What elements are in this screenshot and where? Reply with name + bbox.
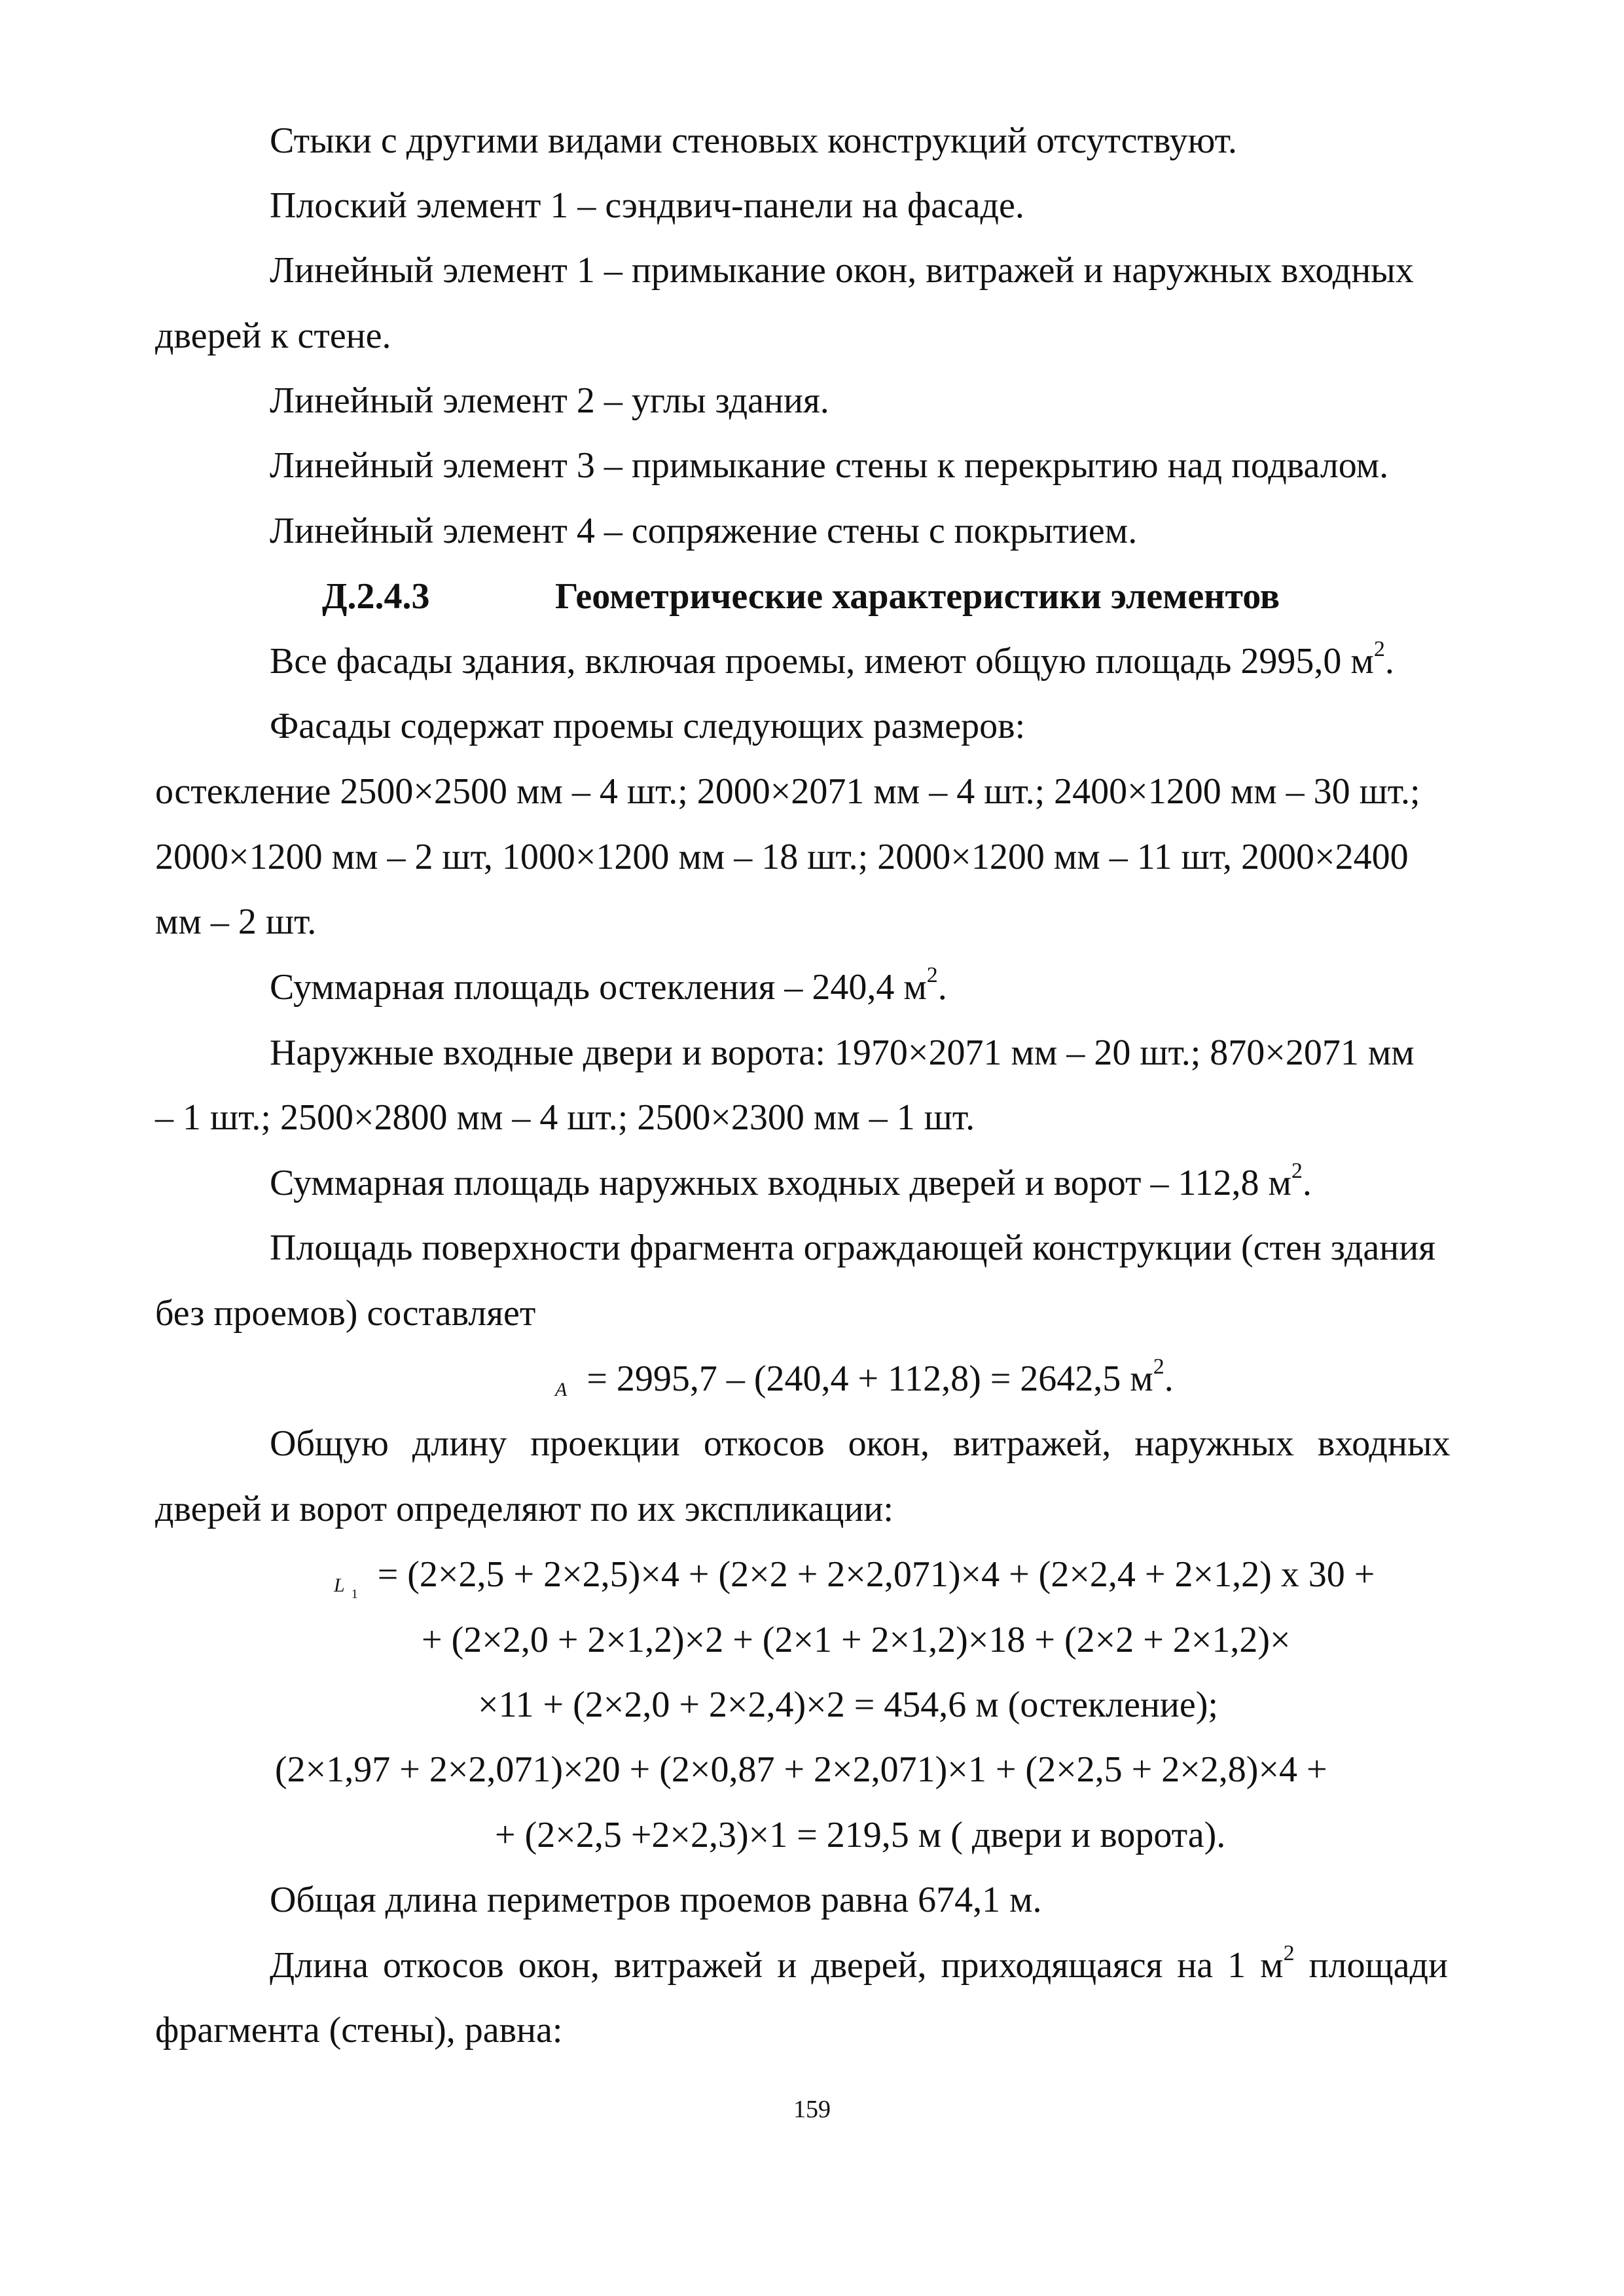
text-end: .: [1384, 641, 1394, 682]
superscript: 2: [1291, 1159, 1303, 1184]
paragraph-density-line-2: фрагмента (стены), равна:: [155, 2010, 563, 2050]
text-end: .: [937, 967, 947, 1008]
text: Суммарная площадь наружных входных дверей и ворот – 112,8 м: [270, 1163, 1291, 1203]
paragraph-linear-element-1-cont: дверей к стене.: [155, 316, 391, 356]
paragraph-facade-area: [270, 637, 1394, 682]
paragraph-linear-element-3: Линейный элемент 3 – примыкание стены к перекрытию над подвалом.: [270, 445, 1389, 486]
formula-length-line-3: ×11 + (2×2,0 + 2×2,4)×2 = 454,6 м (остекление);: [478, 1685, 1218, 1725]
paragraph-linear-element-2: Линейный элемент 2 – углы здания.: [270, 380, 829, 421]
superscript: 2: [1283, 1941, 1295, 1966]
formula-length-line-1: [334, 1554, 1375, 1603]
page-number: 159: [793, 2096, 831, 2123]
paragraph-slopes-line-1: Общую длину проекции откосов окон, витражей, наружных входных: [270, 1423, 1451, 1464]
paragraph-doors-total: [270, 1159, 1312, 1204]
paragraph-flat-element-1: Плоский элемент 1 – сэндвич-панели на фасаде.: [270, 185, 1024, 226]
superscript: 2: [926, 963, 938, 988]
symbol-letter: L: [334, 1575, 345, 1596]
paragraph-linear-element-1: [270, 249, 1487, 291]
section-number: Д.2.4.3: [322, 576, 430, 617]
glazing-line-3: мм – 2 шт.: [155, 902, 317, 942]
symbol-subscript: 1: [351, 1587, 358, 1601]
text-end: площади: [1294, 1945, 1448, 1986]
paragraph-surface-line-1: Площадь поверхности фрагмента ограждающей конструкции (стен здания: [270, 1228, 1435, 1268]
paragraph-density-line-1: [270, 1941, 1448, 1986]
text: Суммарная площадь остекления – 240,4 м: [270, 967, 927, 1008]
text: Длина откосов окон, витражей и дверей, приходящаяся на 1 м: [270, 1945, 1284, 1986]
paragraph-openings-intro: Фасады содержат проемы следующих размеров:: [270, 706, 1026, 746]
paragraph-linear-element-4: Линейный элемент 4 – сопряжение стены с покрытием.: [270, 511, 1138, 551]
paragraph-perimeter: Общая длина периметров проемов равна 674,1 м.: [270, 1880, 1042, 1920]
section-title: Геометрические характеристики элементов: [555, 576, 1280, 617]
formula-symbol: A: [555, 1379, 568, 1400]
text-end: .: [1164, 1358, 1174, 1399]
formula-length-line-2: + (2×2,0 + 2×1,2)×2 + (2×1 + 2×1,2)×18 + (2×2 + 2×1,2)×: [422, 1620, 1291, 1660]
text-line: Линейный элемент 1 – примыкание окон, витражей и наружных входных: [270, 250, 1414, 291]
text: Все фасады здания, включая проемы, имеют общую площадь 2995,0 м: [270, 641, 1374, 682]
formula-expression: = 2995,7 – (240,4 + 112,8) = 2642,5 м: [586, 1358, 1153, 1399]
paragraph-glazing-total: [270, 963, 947, 1008]
paragraph-slopes-line-2: дверей и ворот определяют по их экспликации:: [155, 1489, 893, 1529]
formula-expression: = (2×2,5 + 2×2,5)×4 + (2×2 + 2×2,071)×4 + (2×2,4 + 2×1,2) x 30 +: [377, 1554, 1375, 1595]
superscript: 2: [1153, 1355, 1164, 1379]
formula-length-line-5: + (2×2,5 +2×2,3)×1 = 219,5 м ( двери и ворота).: [495, 1815, 1226, 1855]
paragraph-doors-line-1: Наружные входные двери и ворота: 1970×2071 мм – 20 шт.; 870×2071 мм: [270, 1032, 1415, 1073]
formula-area: [555, 1355, 1174, 1406]
glazing-line-1: остекление 2500×2500 мм – 4 шт.; 2000×2071 мм – 4 шт.; 2400×1200 мм – 30 шт.;: [155, 771, 1420, 812]
text-end: .: [1302, 1163, 1312, 1203]
paragraph-doors-line-2: – 1 шт.; 2500×2800 мм – 4 шт.; 2500×2300 мм – 1 шт.: [155, 1097, 975, 1138]
glazing-line-2: 2000×1200 мм – 2 шт, 1000×1200 мм – 18 шт.; 2000×1200 мм – 11 шт, 2000×2400: [155, 837, 1409, 877]
formula-length-line-4: (2×1,97 + 2×2,071)×20 + (2×0,87 + 2×2,071)×1 + (2×2,5 + 2×2,8)×4 +: [275, 1749, 1327, 1790]
formula-symbol: [334, 1575, 358, 1601]
superscript: 2: [1373, 637, 1385, 662]
paragraph-joints: Стыки с другими видами стеновых конструкций отсутствуют.: [270, 120, 1237, 161]
paragraph-surface-line-2: без проемов) составляет: [155, 1293, 536, 1334]
